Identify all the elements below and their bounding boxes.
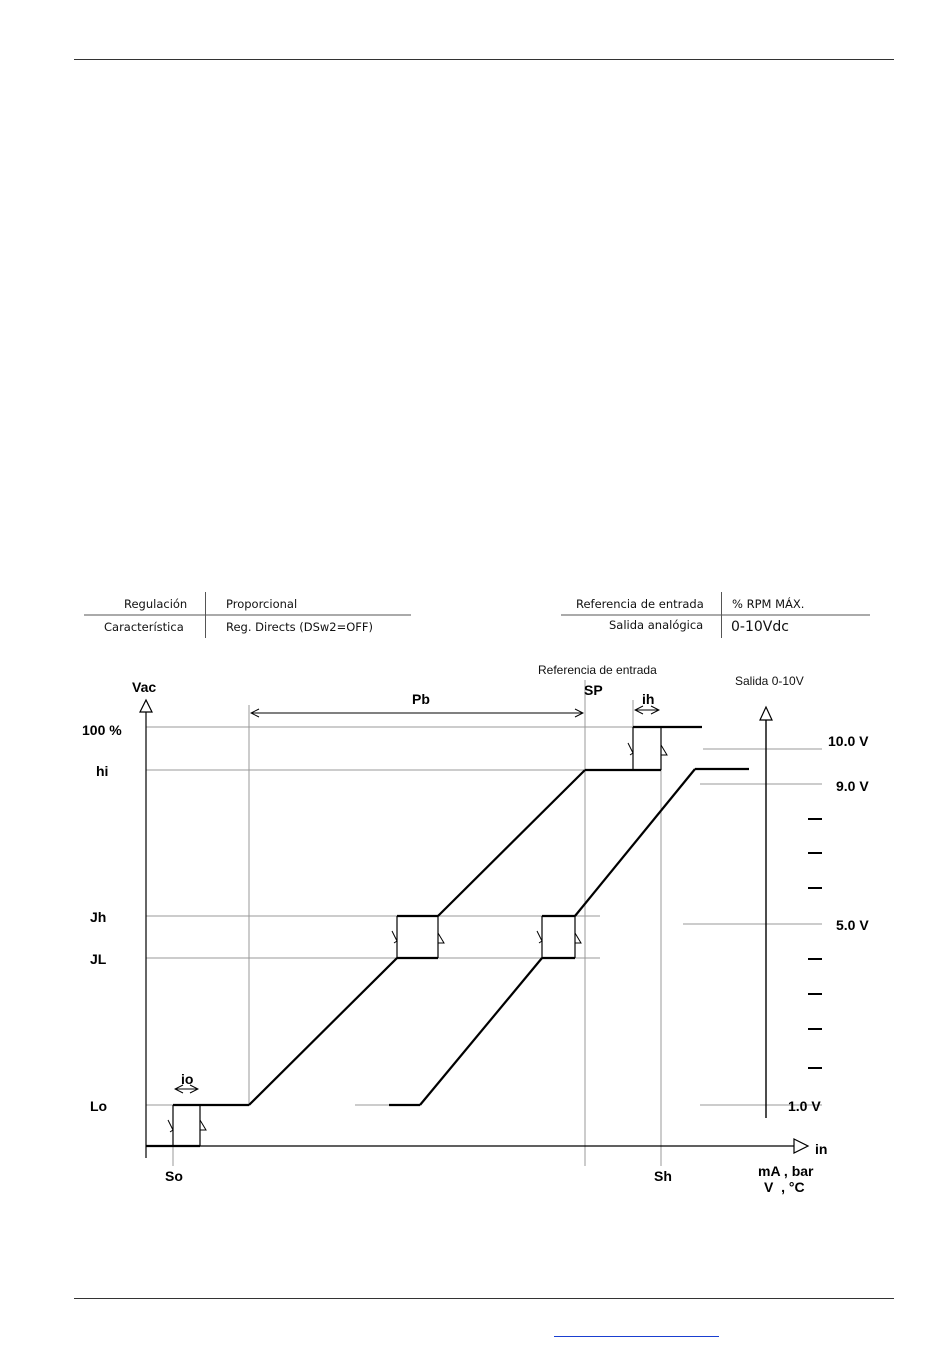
- horizontal-guide-lines: [146, 727, 822, 1105]
- input-reference-caption: Referencia de entrada: [538, 663, 657, 677]
- curve-primary: [146, 727, 702, 1146]
- footer-rule: [74, 1298, 894, 1299]
- regulation-value: Proporcional: [226, 597, 298, 611]
- input-reference-value: % RPM MÁX.: [732, 597, 805, 611]
- io-label: io: [181, 1071, 194, 1087]
- output-scale-ticks: [808, 819, 822, 1068]
- output-range-caption: Salida 0-10V: [735, 674, 804, 688]
- x-axis-label: in: [815, 1141, 828, 1157]
- input-reference-label: Referencia de entrada: [576, 597, 704, 611]
- y-tick-100-percent: 100 %: [82, 722, 122, 738]
- analog-output-value: 0-10Vdc: [731, 619, 789, 635]
- y-tick-jl: JL: [90, 951, 107, 967]
- output-axis-arrow: [760, 707, 772, 720]
- regulation-label: Regulación: [124, 597, 188, 611]
- voltage-label-10v: 10.0 V: [828, 733, 869, 749]
- hysteresis-boxes: [173, 727, 661, 1146]
- ih-label: ih: [642, 691, 655, 707]
- voltage-label-1v: 1.0 V: [788, 1098, 821, 1114]
- x-tick-so: So: [165, 1168, 183, 1184]
- vertical-guide-lines: [173, 680, 661, 1166]
- y-tick-lo: Lo: [90, 1098, 108, 1114]
- characteristic-label: Característica: [104, 620, 184, 634]
- footer-link-underline[interactable]: [554, 1336, 719, 1337]
- x-tick-sp: SP: [584, 682, 603, 698]
- y-tick-hi: hi: [96, 763, 109, 779]
- x-tick-sh: Sh: [654, 1168, 672, 1184]
- y-tick-jh: Jh: [90, 909, 107, 925]
- curve-output: [389, 769, 749, 1105]
- analog-output-label: Salida analógica: [609, 618, 704, 632]
- pb-label: Pb: [412, 691, 430, 707]
- characteristic-value: Reg. Directs (DSw2=OFF): [226, 620, 374, 634]
- hysteresis-direction-marks: [168, 743, 667, 1132]
- y-axis-arrow: [140, 700, 152, 712]
- x-axis-arrow: [794, 1139, 808, 1153]
- voltage-label-9v: 9.0 V: [836, 778, 869, 794]
- y-axis-label: Vac: [132, 679, 157, 695]
- x-units-line2: V , °C: [764, 1179, 805, 1195]
- x-units-line1: mA , bar: [758, 1163, 814, 1179]
- voltage-label-5v: 5.0 V: [836, 917, 869, 933]
